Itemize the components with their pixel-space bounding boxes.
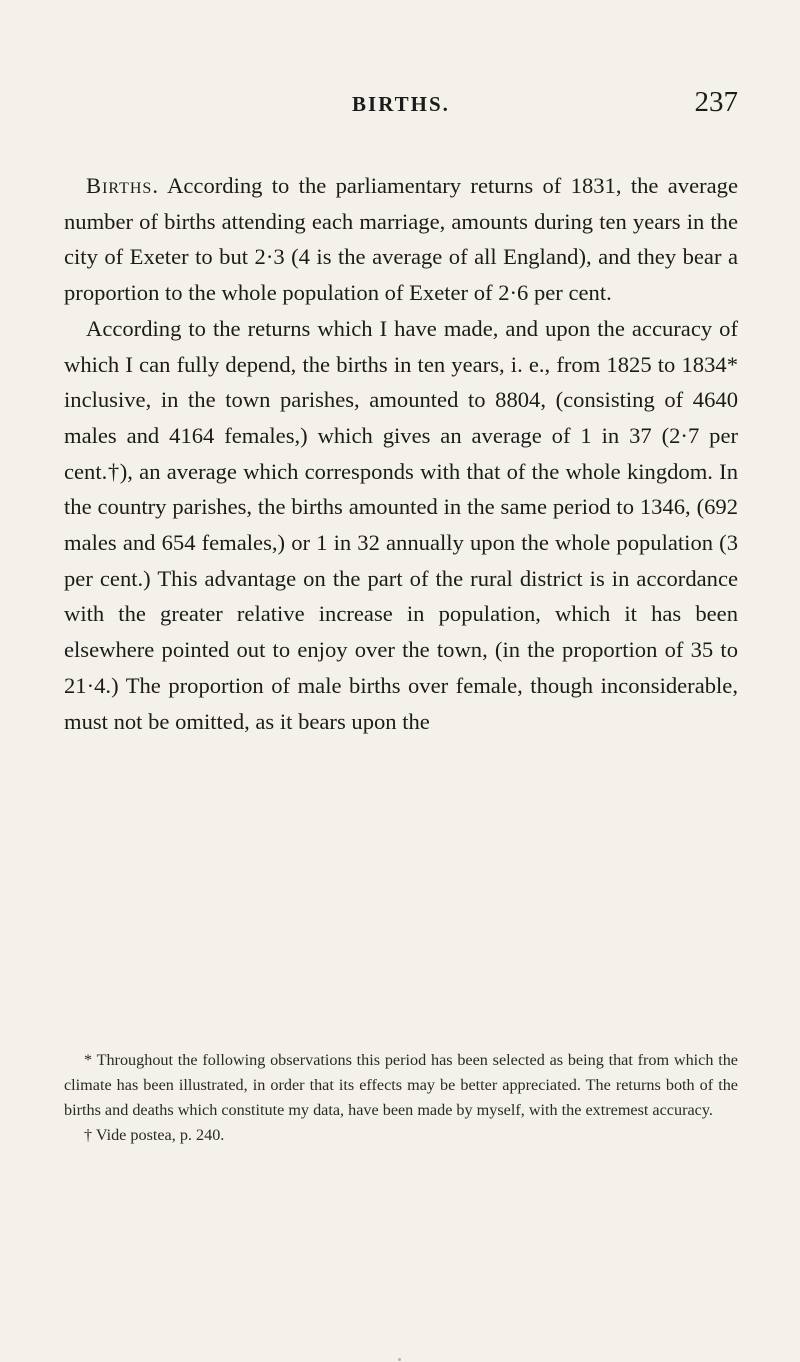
- footnotes: [64, 1048, 738, 1148]
- running-head: [64, 86, 738, 126]
- section-heading: Births.: [86, 173, 159, 198]
- footnote-dagger: † Vide postea, p. 240.: [84, 1126, 225, 1144]
- footnote-asterisk: * Throughout the following observations this period has been selected as being that from which the climate has been illustrated, in order that its effects may be better appreciated. The returns both of the births and deaths which constitute my data, have been made by myself, with the extremest accuracy.: [64, 1051, 738, 1119]
- page-speck: [398, 1358, 401, 1361]
- paragraph-returns: According to the returns which I have made, and upon the accuracy of which I can fully depend, the births in ten years, i. e., from 1825 to 1834* inclusive, in the town parishes, amounted to 8804, (consisting of 4640 males and 4164 females,) which gives an average of 1 in 37 (2·7 per cent.†), an average which corresponds with that of the whole kingdom. In the country parishes, the births amounted in the same period to 1346, (692 males and 654 females,) or 1 in 32 annually upon the whole population (3 per cent.) This advantage on the part of the rural district is in accordance with the greater relative increase in population, which it has been elsewhere pointed out to enjoy over the town, (in the proportion of 35 to 21·4.) The proportion of male births over female, though inconsiderable, must not be omitted, as it bears upon the: [64, 315, 738, 734]
- main-text: [64, 168, 738, 739]
- paragraph-1-text: According to the parliamentary returns of 1831, the average number of births attending each marriage, amounts during ten years in the city of Exeter to but 2·3 (4 is the average of all England), and they bear a proportion to the whole population of Exeter of 2·6 per cent.: [64, 173, 738, 306]
- running-title: BIRTHS.: [352, 92, 450, 116]
- paragraph-births-intro: [64, 168, 738, 311]
- page-number: 237: [694, 86, 738, 118]
